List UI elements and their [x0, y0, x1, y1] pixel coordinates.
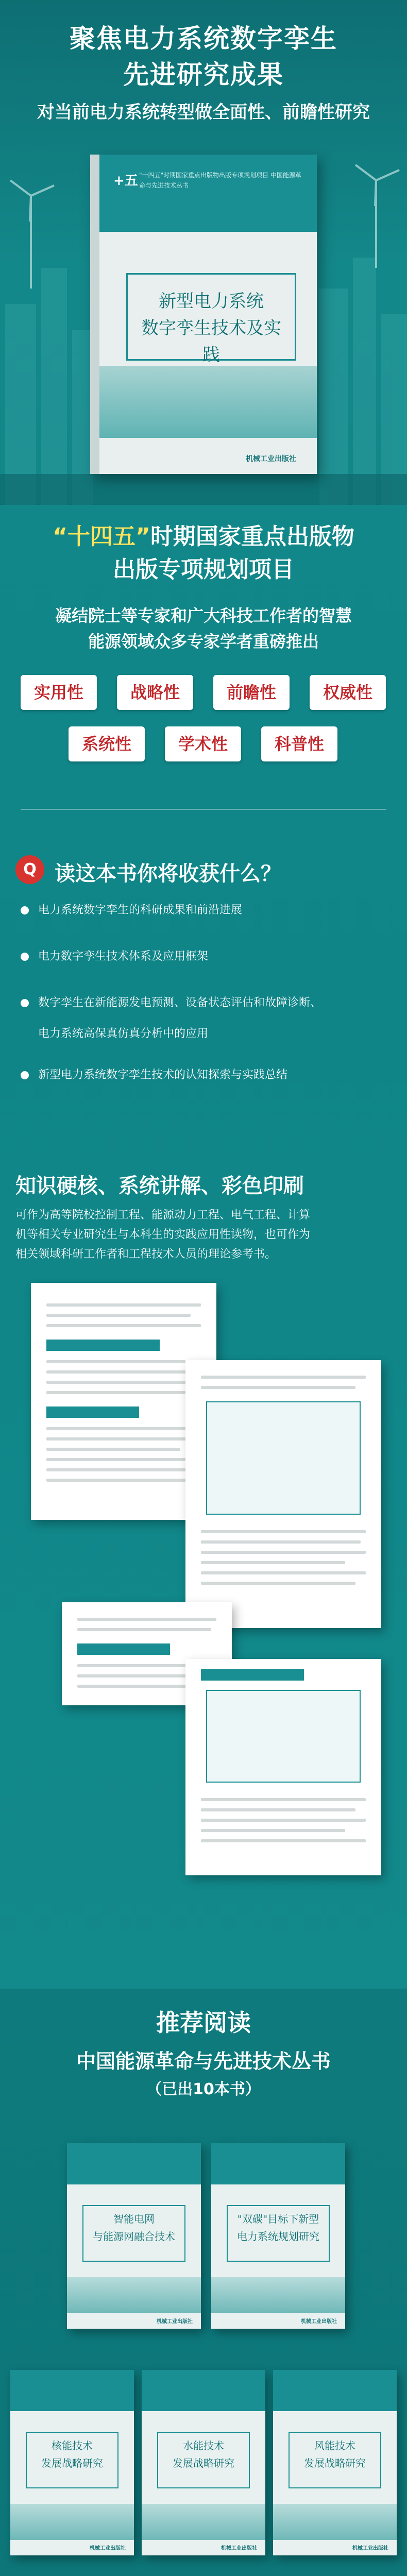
benefits-section	[0, 835, 407, 1164]
book-publisher: 机械工业出版社	[157, 2319, 193, 2325]
benefit-text: 电力系统数字孪生的科研成果和前沿进展	[38, 904, 243, 917]
book-series-text: "十四五"时期国家重点出版物出版专项规划项目 中国能源革命与先进技术丛书	[139, 172, 301, 189]
benefits-header	[15, 855, 392, 886]
content-preview-section	[0, 1164, 407, 1886]
intro-desc-line-1: 凝结院士等专家和广大科技工作者的智慧	[55, 606, 352, 625]
question-icon: Q	[15, 855, 44, 884]
benefit-item-continued	[21, 1025, 386, 1043]
feature-tag: 学术性	[165, 726, 241, 761]
benefit-item	[21, 994, 386, 1012]
series-name: 中国能源革命与先进技术丛书	[76, 2050, 331, 2073]
series-count: （已出10本书）	[146, 2080, 261, 2098]
intro-description	[0, 603, 407, 654]
feature-tag: 实用性	[21, 675, 97, 710]
intro-heading-quote: “十四五”	[53, 523, 150, 550]
hero-section	[0, 0, 407, 505]
recommended-book-title: 核能技术 发展战略研究	[26, 2432, 118, 2488]
intro-section	[0, 505, 407, 835]
benefit-text: 电力数字孪生技术体系及应用框架	[38, 950, 209, 963]
bullet-icon	[21, 906, 29, 914]
book-title-line-1: 新型电力系统	[159, 291, 264, 312]
book-title-line-2: 数字孪生技术及实践	[141, 318, 281, 365]
recommended-book-title: 风能技术 发展战略研究	[289, 2432, 381, 2488]
hero-title-line-1: 聚焦电力系统数字孪生	[70, 24, 337, 54]
feature-tag: 前瞻性	[213, 675, 290, 710]
feature-tag: 科普性	[261, 726, 337, 761]
bullet-icon	[21, 999, 29, 1007]
hero-subtitle: 对当前电力系统转型做全面性、前瞻性研究	[37, 102, 370, 123]
book-spine	[90, 155, 99, 474]
featured-book-cover	[90, 155, 317, 474]
series-logo-mark: +五	[113, 173, 138, 189]
recommended-book[interactable]	[10, 2370, 134, 2555]
benefit-item	[21, 948, 386, 965]
benefit-text: 新型电力系统数字孪生技术的认知探索与实践总结	[38, 1069, 288, 1081]
content-preview-description	[15, 1206, 392, 1264]
hero-title-line-2: 先进研究成果	[123, 60, 284, 90]
book-publisher: 机械工业出版社	[301, 2319, 337, 2325]
sample-chart	[206, 1690, 361, 1783]
description-line: 相关领域科研工作者和工程技术人员的理论参考书。	[15, 1248, 277, 1261]
recommended-title: 推荐阅读	[156, 2009, 251, 2037]
book-cover-picture	[99, 366, 317, 438]
intro-heading-rest: 时期国家重点出版物	[150, 523, 354, 550]
benefit-text: 数字孪生在新能源发电预测、设备状态评估和故障诊断、	[38, 996, 322, 1009]
book-publisher: 机械工业出版社	[352, 2546, 388, 2551]
content-preview-title: 知识硬核、系统讲解、彩色印刷	[15, 1174, 304, 1198]
feature-tag: 权威性	[310, 675, 386, 710]
description-line: 机等相关专业研究生与本科生的实践应用性读物，也可作为	[15, 1228, 311, 1241]
recommended-book[interactable]	[67, 2143, 201, 2329]
intro-heading	[0, 520, 407, 586]
recommended-book-title: "双碳"目标下新型 电力系统规划研究	[227, 2205, 330, 2262]
benefit-text: 电力系统高保真仿真分析中的应用	[38, 1027, 209, 1040]
recommended-book-title: 智能电网 与能源网融合技术	[82, 2205, 185, 2262]
description-line: 可作为高等院校控制工程、能源动力工程、电气工程、计算	[15, 1209, 311, 1222]
benefit-item	[21, 1066, 386, 1084]
feature-tag: 战略性	[117, 675, 193, 710]
feature-tag: 系统性	[69, 726, 145, 761]
recommended-book-title: 水能技术 发展战略研究	[157, 2432, 250, 2488]
hero-title	[0, 21, 407, 93]
intro-heading-line-2: 出版专项规划项目	[113, 556, 294, 583]
section-divider	[21, 809, 386, 810]
book-publisher: 机械工业出版社	[246, 455, 296, 463]
recommended-reading-section	[0, 1989, 407, 2576]
bullet-icon	[21, 953, 29, 961]
book-publisher: 机械工业出版社	[221, 2546, 257, 2551]
intro-heading-line-1	[0, 520, 407, 553]
book-publisher: 机械工业出版社	[90, 2546, 126, 2551]
sample-diagram	[206, 1401, 361, 1515]
intro-desc-line-2: 能源领域众多专家学者重磅推出	[88, 632, 319, 651]
bullet-icon	[21, 1071, 29, 1079]
sample-page-2	[185, 1360, 381, 1628]
book-cover-title	[126, 273, 296, 365]
recommended-book[interactable]	[211, 2143, 345, 2329]
sample-page-4	[185, 1659, 381, 1875]
recommended-book[interactable]	[142, 2370, 265, 2555]
book-top-strip	[99, 155, 317, 232]
recommended-book[interactable]	[273, 2370, 397, 2555]
benefit-item	[21, 902, 386, 919]
benefits-title: 读这本书你将收获什么？	[55, 862, 281, 886]
